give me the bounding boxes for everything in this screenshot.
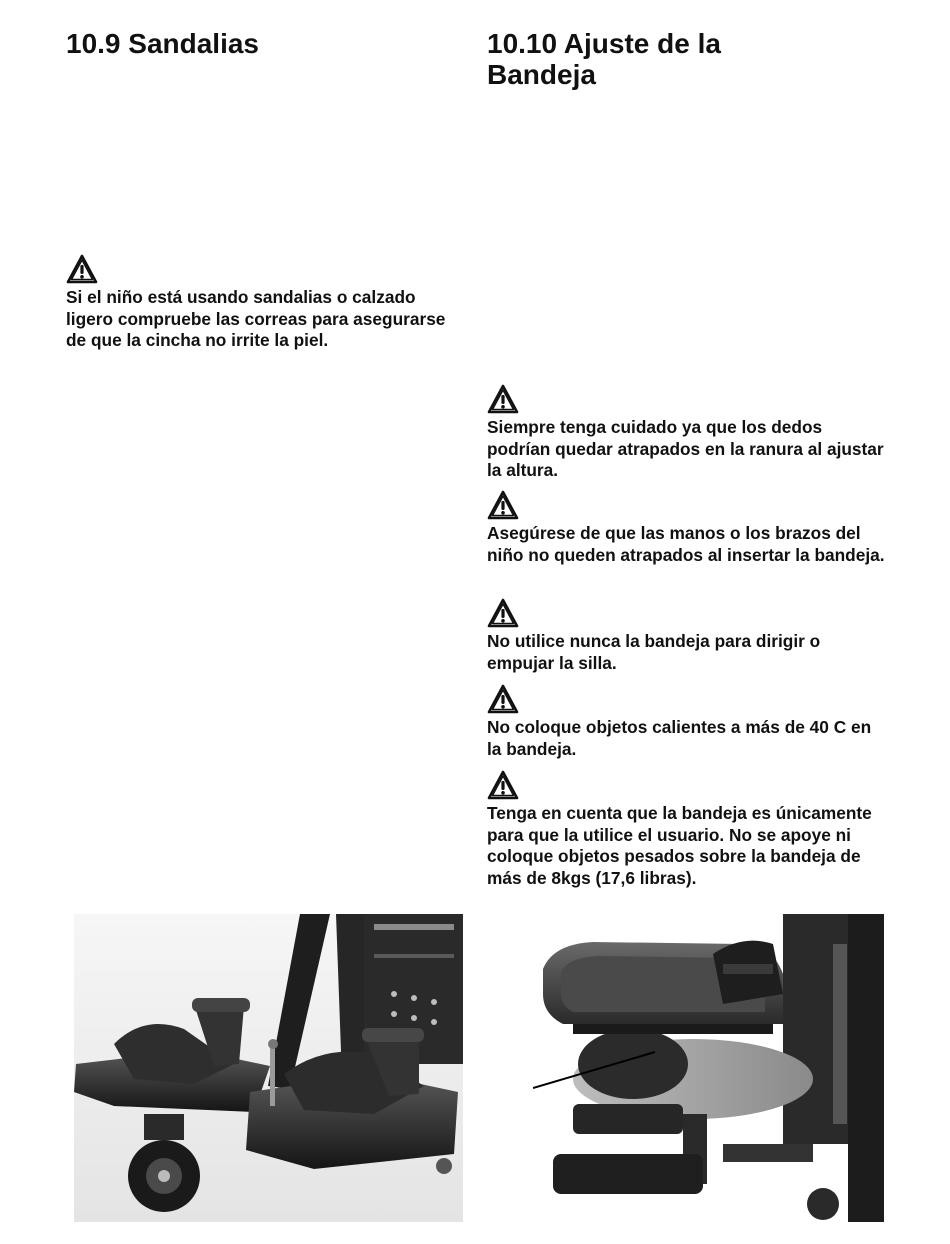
- warning-triangle-icon: [66, 254, 98, 284]
- section-heading-line1: 10.10 Ajuste de la: [487, 28, 721, 59]
- section-heading-bandeja: [487, 28, 907, 90]
- section-heading-line2: Bandeja: [487, 59, 596, 90]
- warning-block-4: [487, 684, 887, 760]
- footplate-sandals-photo: [74, 914, 463, 1222]
- warning-block-2: [487, 490, 887, 566]
- tray-illustration: [533, 914, 884, 1222]
- warning-text: Si el niño está usando sandalias o calzado ligero compruebe las correas para asegurarse de que la cincha no irrite la piel.: [66, 287, 446, 350]
- warning-text: Tenga en cuenta que la bandeja es únicamente para que la utilice el usuario. No se apoye ni coloque objetos pesados sobre la bandeja de más de 8kgs (17,6 libras).: [487, 803, 872, 888]
- warning-block-1: [487, 384, 887, 482]
- warning-text: Asegúrese de que las manos o los brazos del niño no queden atrapados al insertar la bandeja.: [487, 523, 885, 565]
- left-column: [66, 28, 466, 59]
- section-heading-sandalias: 10.9 Sandalias: [66, 28, 260, 59]
- warning-triangle-icon: [487, 684, 519, 714]
- warning-text: No utilice nunca la bandeja para dirigir o empujar la silla.: [487, 631, 821, 673]
- warning-block-3: [487, 598, 887, 674]
- tray-adjustment-photo: [533, 914, 884, 1222]
- warning-triangle-icon: [487, 770, 519, 800]
- footplate-illustration: [74, 914, 463, 1222]
- warning-triangle-icon: [487, 384, 519, 414]
- warning-text: Siempre tenga cuidado ya que los dedos podrían quedar atrapados en la ranura al ajustar la altura.: [487, 417, 884, 480]
- warning-text: No coloque objetos calientes a más de 40 C en la bandeja.: [487, 717, 872, 759]
- warning-block-5: [487, 770, 887, 889]
- warning-triangle-icon: [487, 598, 519, 628]
- warning-triangle-icon: [487, 490, 519, 520]
- warning-block-sandals: [66, 254, 466, 352]
- right-column: [487, 28, 907, 90]
